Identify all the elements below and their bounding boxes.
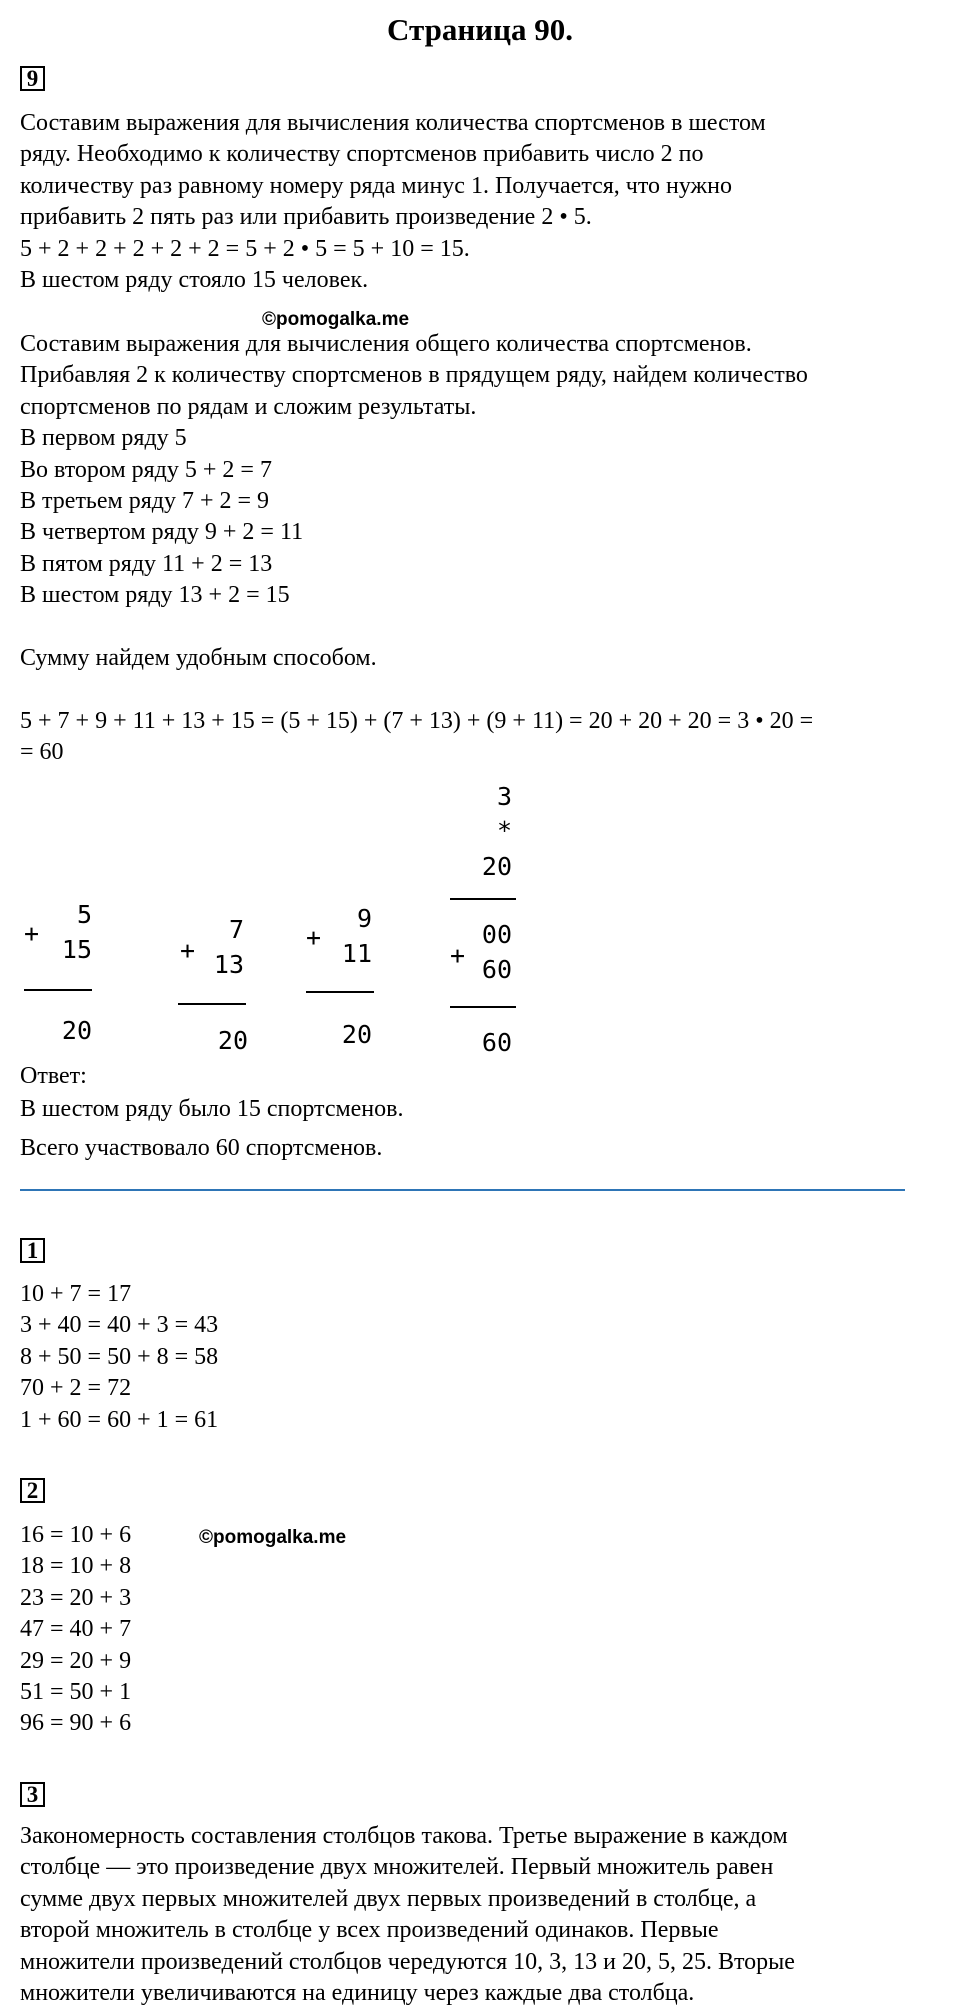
equation-line: 29 = 20 + 9 (20, 1647, 132, 1674)
text-line: Прибавляя 2 к количеству спортсменов в прядущем ряду, найдем количество (20, 362, 808, 389)
addend-2: 15 (61, 935, 92, 964)
equation-line: 96 = 90 + 6 (20, 1710, 132, 1737)
multiply-sign: * (496, 816, 512, 845)
multiplier-2: 20 (481, 852, 512, 881)
text-line: множители увеличиваются на единицу через каждые два столбца. (20, 1980, 695, 2007)
equation-line: 10 + 7 = 17 (20, 1281, 132, 1307)
sum-line (178, 1003, 246, 1005)
text-line: В шестом ряду стояло 15 человек. (20, 267, 369, 294)
task3-paragraph (20, 1821, 795, 2009)
text-line: В четвертом ряду 9 + 2 = 11 (20, 519, 304, 546)
plus-sign: + (180, 936, 196, 965)
text-line: Составим выражения для вычисления общего количества спортсменов. (20, 331, 752, 357)
text-line: прибавить 2 пять раз или прибавить произведение 2 • 5. (20, 204, 592, 231)
partial-2: 60 (481, 955, 512, 984)
equation-line: 47 = 40 + 7 (20, 1616, 132, 1643)
equation-line: 16 = 10 + 6 (20, 1522, 132, 1548)
watermark: ©pomogalka.me (199, 1527, 347, 1548)
text-line: В первом ряду 5 (20, 425, 187, 452)
task9-paragraph-2 (20, 329, 808, 612)
sum-line (24, 989, 92, 991)
task9-paragraph-1 (20, 108, 766, 296)
equation-line: 70 + 2 = 72 (20, 1375, 132, 1402)
task-number-3: 3 (20, 1782, 45, 1807)
sum-line-1: 5 + 7 + 9 + 11 + 13 + 15 = (5 + 15) + (7 + 13) + (9 + 11) = 20 + 20 + 20 = 3 • 20 = (20, 708, 814, 734)
sum-result: 20 (341, 1020, 372, 1049)
equation-line: 18 = 10 + 8 (20, 1553, 132, 1580)
product-line (450, 898, 516, 900)
addend-1: 5 (76, 900, 92, 929)
watermark: ©pomogalka.me (262, 309, 410, 330)
page-title: Страница 90. (387, 12, 573, 47)
addend-1: 7 (228, 915, 244, 944)
section-divider (20, 1189, 905, 1191)
text-line: Составим выражения для вычисления количества спортсменов в шестом (20, 110, 766, 136)
equation-line: 51 = 50 + 1 (20, 1679, 132, 1706)
text-line: В пятом ряду 11 + 2 = 13 (20, 550, 273, 577)
plus-sign: + (306, 923, 322, 952)
text-line: В третьем ряду 7 + 2 = 9 (20, 488, 270, 515)
answer-label: Ответ: (20, 1063, 87, 1089)
task-number-9: 9 (20, 66, 45, 91)
text-line: 5 + 2 + 2 + 2 + 2 + 2 = 5 + 2 • 5 = 5 + 10 = 15. (20, 235, 470, 262)
text-line: сумме двух первых множителей двух первых произведений в столбце, а (20, 1885, 757, 1912)
multiplier-1: 3 (496, 782, 512, 811)
text-line: множители произведений столбцов чередуются 10, 3, 13 и 20, 5, 25. Вторые (20, 1948, 795, 1975)
task-number-2: 2 (20, 1478, 45, 1503)
equation-line: 3 + 40 = 40 + 3 = 43 (20, 1312, 219, 1339)
text-line: ряду. Необходимо к количеству спортсменов прибавить число 2 по (20, 141, 704, 168)
plus-sign: + (24, 919, 40, 948)
sum-result: 60 (481, 1028, 512, 1057)
sum-result: 20 (61, 1016, 92, 1045)
text-line: Во втором ряду 5 + 2 = 7 (20, 456, 272, 483)
text-line: В шестом ряду 13 + 2 = 15 (20, 582, 290, 609)
task1-equations (20, 1279, 218, 1436)
sum-line (450, 1006, 516, 1008)
equation-line: 23 = 20 + 3 (20, 1584, 132, 1611)
text-line: количеству раз равному номеру ряда минус 1. Получается, что нужно (20, 172, 732, 199)
text-line: спортсменов по рядам и сложим результаты. (20, 393, 477, 420)
addend-2: 11 (341, 939, 372, 968)
sum-result: 20 (217, 1026, 248, 1055)
sum-line-2: = 60 (20, 739, 64, 765)
equation-line: 1 + 60 = 60 + 1 = 61 (20, 1406, 219, 1433)
equation-line: 8 + 50 = 50 + 8 = 58 (20, 1343, 219, 1370)
answer-line-1: В шестом ряду было 15 спортсменов. (20, 1096, 404, 1122)
text-line: второй множитель в столбце у всех произведений одинаков. Первые (20, 1917, 719, 1944)
addend-2: 13 (213, 950, 244, 979)
text-line: столбце — это произведение двух множителей. Первый множитель равен (20, 1854, 774, 1881)
sum-intro: Сумму найдем удобным способом. (20, 645, 377, 671)
sum-line (306, 991, 374, 993)
plus-sign: + (450, 941, 466, 970)
partial-1: 00 (481, 920, 512, 949)
task2-equations (20, 1520, 131, 1740)
answer-line-2: Всего участвовало 60 спортсменов. (20, 1135, 383, 1161)
task-number-1: 1 (20, 1238, 45, 1263)
addend-1: 9 (356, 904, 372, 933)
text-line: Закономерность составления столбцов такова. Третье выражение в каждом (20, 1823, 788, 1849)
